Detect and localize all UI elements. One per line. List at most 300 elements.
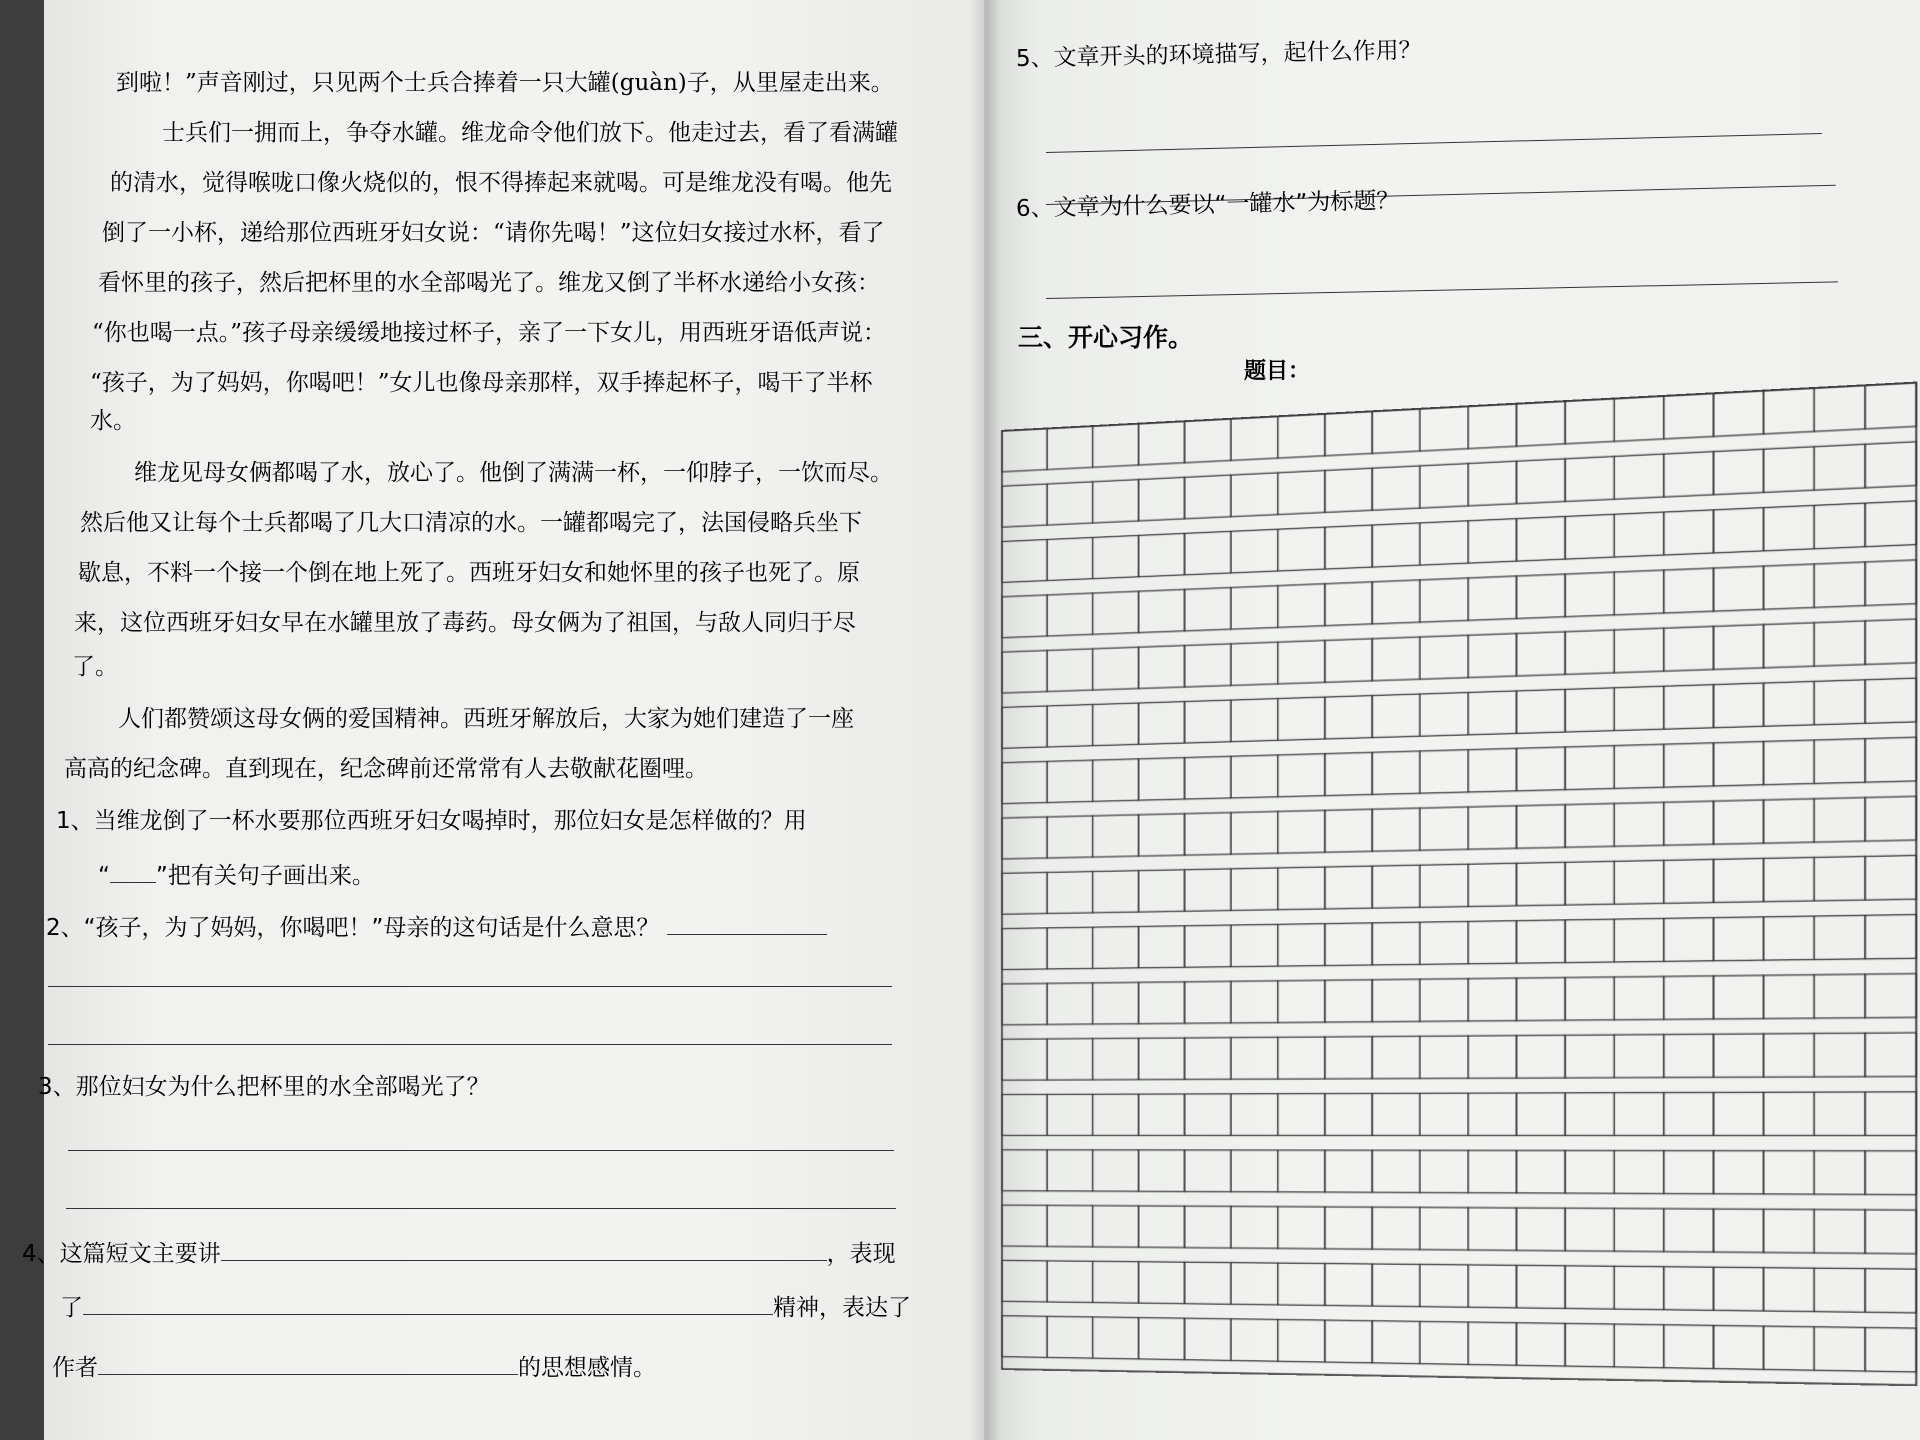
grid-cell[interactable] bbox=[1664, 393, 1714, 439]
grid-cell[interactable] bbox=[1138, 1318, 1184, 1360]
grid-cell[interactable] bbox=[1565, 1093, 1614, 1136]
grid-cell[interactable] bbox=[1468, 1322, 1516, 1365]
grid-cell[interactable] bbox=[1614, 1266, 1663, 1309]
grid-cell[interactable] bbox=[1420, 750, 1468, 794]
grid-cell[interactable] bbox=[1325, 1320, 1372, 1363]
grid-cell[interactable] bbox=[1814, 621, 1865, 666]
grid-cell[interactable] bbox=[1231, 529, 1278, 573]
grid-row[interactable] bbox=[1002, 974, 1916, 1025]
grid-cell[interactable] bbox=[1047, 482, 1092, 525]
grid-cell[interactable] bbox=[1664, 1325, 1714, 1369]
grid-cell[interactable] bbox=[1093, 591, 1139, 634]
grid-cell[interactable] bbox=[1468, 921, 1516, 964]
answer-line[interactable] bbox=[48, 1044, 892, 1045]
answer-line[interactable] bbox=[68, 1150, 894, 1151]
grid-cell[interactable] bbox=[1002, 1205, 1047, 1246]
grid-cell[interactable] bbox=[1664, 918, 1714, 962]
grid-cell[interactable] bbox=[1664, 743, 1714, 787]
grid-cell[interactable] bbox=[1231, 586, 1278, 630]
grid-cell[interactable] bbox=[1002, 1260, 1047, 1301]
grid-cell[interactable] bbox=[1814, 503, 1865, 549]
grid-cell[interactable] bbox=[1325, 1263, 1372, 1306]
grid-cell[interactable] bbox=[1002, 928, 1047, 970]
grid-cell[interactable] bbox=[1138, 646, 1184, 689]
grid-cell[interactable] bbox=[1278, 1319, 1325, 1362]
grid-cell[interactable] bbox=[1002, 1094, 1047, 1135]
grid-cell[interactable] bbox=[1516, 920, 1565, 963]
grid-cell[interactable] bbox=[1865, 619, 1916, 664]
grid-cell[interactable] bbox=[1185, 1150, 1231, 1192]
grid-cell[interactable] bbox=[1468, 461, 1516, 506]
grid-cell[interactable] bbox=[1047, 1261, 1092, 1303]
grid-cell[interactable] bbox=[1865, 974, 1916, 1018]
grid-cell[interactable] bbox=[1093, 1038, 1139, 1080]
grid-cell[interactable] bbox=[1565, 399, 1614, 444]
grid-cell[interactable] bbox=[1516, 1265, 1565, 1308]
grid-cell[interactable] bbox=[1420, 807, 1468, 850]
grid-cell[interactable] bbox=[1093, 982, 1139, 1024]
grid-cell[interactable] bbox=[1278, 584, 1325, 628]
grid-cell[interactable] bbox=[1093, 1317, 1139, 1359]
grid-cell[interactable] bbox=[1372, 1264, 1420, 1307]
grid-cell[interactable] bbox=[1231, 642, 1278, 685]
grid-cell[interactable] bbox=[1713, 625, 1763, 670]
grid-cell[interactable] bbox=[1565, 803, 1614, 847]
grid-cell[interactable] bbox=[1664, 801, 1714, 845]
grid-cell[interactable] bbox=[1002, 429, 1047, 472]
grid-cell[interactable] bbox=[1231, 811, 1278, 854]
grid-cell[interactable] bbox=[1372, 637, 1420, 681]
grid-cell[interactable] bbox=[1713, 858, 1763, 902]
grid-cell[interactable] bbox=[1814, 1092, 1865, 1136]
grid-cell[interactable] bbox=[1231, 868, 1278, 911]
grid-cell[interactable] bbox=[1372, 751, 1420, 794]
grid-cell[interactable] bbox=[1764, 1033, 1815, 1077]
grid-cell[interactable] bbox=[1231, 755, 1278, 798]
grid-cell[interactable] bbox=[1185, 1206, 1231, 1248]
grid-cell[interactable] bbox=[1664, 1151, 1714, 1194]
grid-cell[interactable] bbox=[1468, 576, 1516, 620]
grid-cell[interactable] bbox=[1664, 685, 1714, 730]
grid-cell[interactable] bbox=[1278, 527, 1325, 571]
grid-cell[interactable] bbox=[1468, 1093, 1516, 1136]
grid-cell[interactable] bbox=[1093, 1150, 1139, 1191]
grid-cell[interactable] bbox=[1372, 580, 1420, 624]
grid-cell[interactable] bbox=[1278, 924, 1325, 966]
grid-cell[interactable] bbox=[1047, 649, 1092, 692]
grid-cell[interactable] bbox=[1278, 697, 1325, 740]
grid-cell[interactable] bbox=[1185, 1038, 1231, 1080]
grid-cell[interactable] bbox=[1468, 1208, 1516, 1251]
grid-cell[interactable] bbox=[1516, 632, 1565, 676]
grid-cell[interactable] bbox=[1713, 1151, 1763, 1194]
grid-cell[interactable] bbox=[1278, 1037, 1325, 1079]
grid-cell[interactable] bbox=[1713, 800, 1763, 844]
grid-cell[interactable] bbox=[1516, 689, 1565, 733]
grid-cell[interactable] bbox=[1138, 702, 1184, 745]
grid-cell[interactable] bbox=[1138, 1038, 1184, 1080]
grid-cell[interactable] bbox=[1664, 859, 1714, 903]
grid-cell[interactable] bbox=[1047, 537, 1092, 580]
grid-cell[interactable] bbox=[1565, 861, 1614, 905]
grid-cell[interactable] bbox=[1516, 862, 1565, 905]
grid-cell[interactable] bbox=[1185, 475, 1231, 519]
composition-grid[interactable] bbox=[1000, 381, 1919, 1386]
grid-cell[interactable] bbox=[1372, 979, 1420, 1022]
grid-cell[interactable] bbox=[1614, 860, 1663, 904]
grid-cell[interactable] bbox=[1713, 449, 1763, 495]
grid-cell[interactable] bbox=[1516, 747, 1565, 791]
grid-cell[interactable] bbox=[1002, 484, 1047, 527]
grid-cell[interactable] bbox=[1420, 1036, 1468, 1079]
grid-cell[interactable] bbox=[1865, 1033, 1916, 1077]
grid-cell[interactable] bbox=[1047, 927, 1092, 969]
grid-row[interactable] bbox=[1002, 855, 1916, 914]
grid-cell[interactable] bbox=[1372, 808, 1420, 851]
grid-cell[interactable] bbox=[1231, 1319, 1278, 1361]
grid-cell[interactable] bbox=[1231, 1206, 1278, 1248]
grid-cell[interactable] bbox=[1185, 756, 1231, 799]
grid-cell[interactable] bbox=[1093, 815, 1139, 857]
grid-cell[interactable] bbox=[1814, 1327, 1865, 1371]
grid-row[interactable] bbox=[1002, 1150, 1916, 1195]
grid-cell[interactable] bbox=[1814, 385, 1865, 431]
grid-cell[interactable] bbox=[1420, 1264, 1468, 1307]
grid-cell[interactable] bbox=[1713, 1267, 1763, 1311]
grid-cell[interactable] bbox=[1278, 640, 1325, 683]
grid-cell[interactable] bbox=[1516, 1208, 1565, 1251]
grid-cell[interactable] bbox=[1138, 870, 1184, 912]
grid-cell[interactable] bbox=[1093, 703, 1139, 746]
grid-cell[interactable] bbox=[1093, 1206, 1139, 1248]
grid-cell[interactable] bbox=[1138, 1206, 1184, 1248]
grid-cell[interactable] bbox=[1468, 404, 1516, 449]
grid-cell[interactable] bbox=[1764, 1268, 1815, 1312]
grid-cell[interactable] bbox=[1420, 1150, 1468, 1192]
grid-cell[interactable] bbox=[1420, 979, 1468, 1022]
grid-cell[interactable] bbox=[1278, 1207, 1325, 1249]
grid-cell[interactable] bbox=[1372, 694, 1420, 738]
grid-cell[interactable] bbox=[1764, 1092, 1815, 1135]
grid-cell[interactable] bbox=[1468, 806, 1516, 850]
grid-cell[interactable] bbox=[1372, 409, 1420, 454]
grid-cell[interactable] bbox=[1565, 456, 1614, 501]
grid-cell[interactable] bbox=[1231, 1037, 1278, 1079]
grid-cell[interactable] bbox=[1185, 531, 1231, 575]
grid-cell[interactable] bbox=[1047, 983, 1092, 1025]
grid-cell[interactable] bbox=[1138, 1262, 1184, 1304]
grid-row[interactable] bbox=[1002, 1205, 1916, 1254]
grid-cell[interactable] bbox=[1325, 639, 1372, 683]
grid-cell[interactable] bbox=[1814, 739, 1865, 784]
grid-cell[interactable] bbox=[1138, 421, 1184, 465]
grid-cell[interactable] bbox=[1047, 1316, 1092, 1358]
grid-row[interactable] bbox=[1002, 442, 1916, 527]
grid-cell[interactable] bbox=[1138, 589, 1184, 632]
answer-blank[interactable] bbox=[667, 910, 827, 935]
grid-cell[interactable] bbox=[1047, 872, 1092, 914]
grid-cell[interactable] bbox=[1002, 1150, 1047, 1191]
grid-cell[interactable] bbox=[1278, 980, 1325, 1022]
answer-line[interactable] bbox=[66, 1208, 896, 1209]
grid-cell[interactable] bbox=[1278, 1094, 1325, 1136]
grid-cell[interactable] bbox=[1814, 915, 1865, 959]
grid-cell[interactable] bbox=[1764, 681, 1815, 726]
grid-cell[interactable] bbox=[1138, 814, 1184, 856]
grid-cell[interactable] bbox=[1516, 1150, 1565, 1193]
grid-cell[interactable] bbox=[1420, 635, 1468, 679]
grid-cell[interactable] bbox=[1814, 1151, 1865, 1195]
grid-cell[interactable] bbox=[1713, 975, 1763, 1019]
grid-cell[interactable] bbox=[1468, 691, 1516, 735]
grid-cell[interactable] bbox=[1420, 864, 1468, 907]
grid-cell[interactable] bbox=[1138, 533, 1184, 576]
grid-cell[interactable] bbox=[1372, 1150, 1420, 1192]
grid-cell[interactable] bbox=[1093, 1261, 1139, 1303]
grid-cell[interactable] bbox=[1093, 927, 1139, 969]
grid-cell[interactable] bbox=[1664, 1267, 1714, 1311]
grid-cell[interactable] bbox=[1138, 1094, 1184, 1135]
grid-cell[interactable] bbox=[1865, 915, 1916, 959]
grid-cell[interactable] bbox=[1185, 813, 1231, 856]
grid-cell[interactable] bbox=[1138, 926, 1184, 968]
grid-cell[interactable] bbox=[1865, 442, 1916, 488]
grid-cell[interactable] bbox=[1814, 798, 1865, 843]
grid-cell[interactable] bbox=[1516, 1323, 1565, 1366]
grid-cell[interactable] bbox=[1278, 867, 1325, 910]
grid-cell[interactable] bbox=[1614, 1324, 1663, 1368]
grid-cell[interactable] bbox=[1764, 447, 1815, 493]
grid-cell[interactable] bbox=[1002, 1039, 1047, 1080]
answer-blank[interactable] bbox=[221, 1236, 827, 1261]
grid-cell[interactable] bbox=[1565, 746, 1614, 790]
grid-cell[interactable] bbox=[1614, 512, 1663, 557]
grid-cell[interactable] bbox=[1093, 759, 1139, 801]
grid-cell[interactable] bbox=[1231, 981, 1278, 1023]
grid-cell[interactable] bbox=[1664, 626, 1714, 671]
grid-cell[interactable] bbox=[1713, 391, 1763, 437]
grid-cell[interactable] bbox=[1614, 1035, 1663, 1078]
grid-cell[interactable] bbox=[1814, 974, 1865, 1018]
grid-cell[interactable] bbox=[1764, 623, 1815, 668]
grid-cell[interactable] bbox=[1420, 464, 1468, 509]
grid-cell[interactable] bbox=[1814, 680, 1865, 725]
grid-row[interactable] bbox=[1002, 1260, 1916, 1312]
grid-cell[interactable] bbox=[1468, 863, 1516, 906]
grid-row[interactable] bbox=[1002, 501, 1916, 583]
grid-cell[interactable] bbox=[1138, 477, 1184, 521]
grid-cell[interactable] bbox=[1713, 1209, 1763, 1253]
grid-cell[interactable] bbox=[1420, 1321, 1468, 1364]
grid-cell[interactable] bbox=[1325, 1093, 1372, 1135]
grid-cell[interactable] bbox=[1093, 535, 1139, 578]
grid-cell[interactable] bbox=[1372, 922, 1420, 965]
grid-cell[interactable] bbox=[1468, 978, 1516, 1021]
grid-cell[interactable] bbox=[1614, 570, 1663, 615]
grid-cell[interactable] bbox=[1047, 593, 1092, 636]
composition-grid-svg[interactable] bbox=[1000, 381, 1919, 1386]
answer-blank[interactable] bbox=[98, 1350, 518, 1375]
grid-cell[interactable] bbox=[1713, 741, 1763, 786]
grid-cell[interactable] bbox=[1185, 1094, 1231, 1136]
grid-cell[interactable] bbox=[1138, 982, 1184, 1024]
grid-cell[interactable] bbox=[1468, 1036, 1516, 1079]
grid-cell[interactable] bbox=[1325, 696, 1372, 739]
grid-cell[interactable] bbox=[1865, 1092, 1916, 1136]
grid-cell[interactable] bbox=[1764, 857, 1815, 901]
grid-cell[interactable] bbox=[1325, 411, 1372, 455]
grid-cell[interactable] bbox=[1372, 1093, 1420, 1135]
grid-cell[interactable] bbox=[1865, 560, 1916, 606]
grid-cell[interactable] bbox=[1814, 1209, 1865, 1253]
grid-cell[interactable] bbox=[1231, 1150, 1278, 1192]
grid-cell[interactable] bbox=[1185, 869, 1231, 911]
grid-cell[interactable] bbox=[1764, 388, 1815, 434]
grid-cell[interactable] bbox=[1047, 1094, 1092, 1135]
grid-cell[interactable] bbox=[1516, 978, 1565, 1021]
grid-cell[interactable] bbox=[1138, 1150, 1184, 1192]
grid-cell[interactable] bbox=[1047, 1205, 1092, 1246]
grid-cell[interactable] bbox=[1764, 505, 1815, 551]
grid-cell[interactable] bbox=[1325, 525, 1372, 569]
grid-cell[interactable] bbox=[1865, 678, 1916, 723]
grid-cell[interactable] bbox=[1814, 562, 1865, 607]
grid-cell[interactable] bbox=[1278, 471, 1325, 515]
grid-cell[interactable] bbox=[1764, 1326, 1815, 1370]
grid-cell[interactable] bbox=[1516, 1093, 1565, 1136]
grid-cell[interactable] bbox=[1565, 1323, 1614, 1366]
grid-cell[interactable] bbox=[1713, 566, 1763, 611]
grid-cell[interactable] bbox=[1814, 1033, 1865, 1077]
grid-cell[interactable] bbox=[1614, 686, 1663, 730]
grid-cell[interactable] bbox=[1325, 1207, 1372, 1249]
grid-cell[interactable] bbox=[1325, 866, 1372, 909]
grid-cell[interactable] bbox=[1614, 1093, 1663, 1136]
grid-cell[interactable] bbox=[1002, 706, 1047, 748]
grid-row[interactable] bbox=[1002, 737, 1916, 803]
grid-row[interactable] bbox=[1002, 796, 1916, 859]
grid-cell[interactable] bbox=[1614, 1208, 1663, 1251]
grid-cell[interactable] bbox=[1614, 396, 1663, 441]
grid-cell[interactable] bbox=[1614, 454, 1663, 499]
grid-cell[interactable] bbox=[1764, 916, 1815, 960]
grid-cell[interactable] bbox=[1764, 1151, 1815, 1194]
grid-cell[interactable] bbox=[1614, 802, 1663, 846]
grid-cell[interactable] bbox=[1565, 1266, 1614, 1309]
grid-cell[interactable] bbox=[1093, 1094, 1139, 1135]
grid-cell[interactable] bbox=[1614, 918, 1663, 962]
grid-cell[interactable] bbox=[1865, 383, 1916, 429]
grid-cell[interactable] bbox=[1325, 980, 1372, 1022]
grid-row[interactable] bbox=[1002, 1033, 1916, 1080]
grid-cell[interactable] bbox=[1764, 975, 1815, 1019]
grid-cell[interactable] bbox=[1231, 473, 1278, 517]
grid-cell[interactable] bbox=[1325, 809, 1372, 852]
grid-cell[interactable] bbox=[1278, 414, 1325, 458]
grid-cell[interactable] bbox=[1865, 796, 1916, 841]
grid-cell[interactable] bbox=[1565, 977, 1614, 1020]
grid-cell[interactable] bbox=[1047, 1150, 1092, 1191]
grid-cell[interactable] bbox=[1093, 424, 1139, 468]
grid-cell[interactable] bbox=[1614, 1151, 1663, 1194]
grid-cell[interactable] bbox=[1278, 1150, 1325, 1192]
grid-cell[interactable] bbox=[1713, 683, 1763, 728]
grid-cell[interactable] bbox=[1372, 1207, 1420, 1249]
grid-row[interactable] bbox=[1002, 915, 1916, 970]
grid-cell[interactable] bbox=[1372, 466, 1420, 510]
grid-cell[interactable] bbox=[1865, 501, 1916, 547]
grid-cell[interactable] bbox=[1420, 1207, 1468, 1250]
grid-cell[interactable] bbox=[1185, 644, 1231, 687]
grid-cell[interactable] bbox=[1420, 521, 1468, 565]
grid-cell[interactable] bbox=[1565, 1151, 1614, 1194]
grid-cell[interactable] bbox=[1565, 1208, 1614, 1251]
grid-cell[interactable] bbox=[1002, 650, 1047, 693]
grid-cell[interactable] bbox=[1231, 924, 1278, 966]
grid-cell[interactable] bbox=[1420, 1093, 1468, 1135]
grid-cell[interactable] bbox=[1325, 752, 1372, 795]
grid-cell[interactable] bbox=[1278, 754, 1325, 797]
grid-cell[interactable] bbox=[1002, 539, 1047, 582]
grid-cell[interactable] bbox=[1372, 1036, 1420, 1078]
grid-cell[interactable] bbox=[1420, 578, 1468, 622]
grid-cell[interactable] bbox=[1093, 647, 1139, 690]
grid-cell[interactable] bbox=[1713, 1325, 1763, 1369]
grid-cell[interactable] bbox=[1231, 699, 1278, 742]
grid-cell[interactable] bbox=[1516, 805, 1565, 849]
grid-cell[interactable] bbox=[1420, 406, 1468, 451]
grid-cell[interactable] bbox=[1278, 1263, 1325, 1305]
grid-cell[interactable] bbox=[1713, 508, 1763, 553]
grid-cell[interactable] bbox=[1614, 628, 1663, 673]
grid-cell[interactable] bbox=[1865, 1151, 1916, 1195]
grid-cell[interactable] bbox=[1002, 817, 1047, 859]
grid-cell[interactable] bbox=[1372, 865, 1420, 908]
grid-cell[interactable] bbox=[1664, 568, 1714, 613]
grid-row[interactable] bbox=[1002, 1092, 1916, 1136]
grid-cell[interactable] bbox=[1372, 1321, 1420, 1364]
grid-cell[interactable] bbox=[1420, 921, 1468, 964]
grid-cell[interactable] bbox=[1468, 634, 1516, 678]
grid-cell[interactable] bbox=[1002, 1316, 1047, 1358]
grid-cell[interactable] bbox=[1565, 919, 1614, 962]
grid-cell[interactable] bbox=[1516, 459, 1565, 504]
grid-cell[interactable] bbox=[1664, 1092, 1714, 1135]
grid-cell[interactable] bbox=[1713, 917, 1763, 961]
grid-cell[interactable] bbox=[1468, 1150, 1516, 1193]
grid-cell[interactable] bbox=[1420, 692, 1468, 736]
grid-cell[interactable] bbox=[1865, 1328, 1916, 1372]
grid-cell[interactable] bbox=[1278, 810, 1325, 853]
grid-cell[interactable] bbox=[1325, 468, 1372, 512]
grid-cell[interactable] bbox=[1185, 1318, 1231, 1360]
grid-cell[interactable] bbox=[1713, 1034, 1763, 1077]
grid-cell[interactable] bbox=[1764, 740, 1815, 785]
grid-cell[interactable] bbox=[1185, 925, 1231, 967]
grid-cell[interactable] bbox=[1713, 1092, 1763, 1135]
grid-cell[interactable] bbox=[1664, 1034, 1714, 1077]
grid-cell[interactable] bbox=[1865, 737, 1916, 782]
grid-cell[interactable] bbox=[1372, 523, 1420, 567]
grid-cell[interactable] bbox=[1138, 758, 1184, 801]
grid-cell[interactable] bbox=[1325, 1037, 1372, 1079]
grid-cell[interactable] bbox=[1047, 705, 1092, 748]
grid-cell[interactable] bbox=[1468, 748, 1516, 792]
grid-cell[interactable] bbox=[1664, 510, 1714, 555]
grid-cell[interactable] bbox=[1231, 1263, 1278, 1305]
grid-cell[interactable] bbox=[1185, 588, 1231, 631]
answer-blank[interactable] bbox=[83, 1290, 773, 1315]
